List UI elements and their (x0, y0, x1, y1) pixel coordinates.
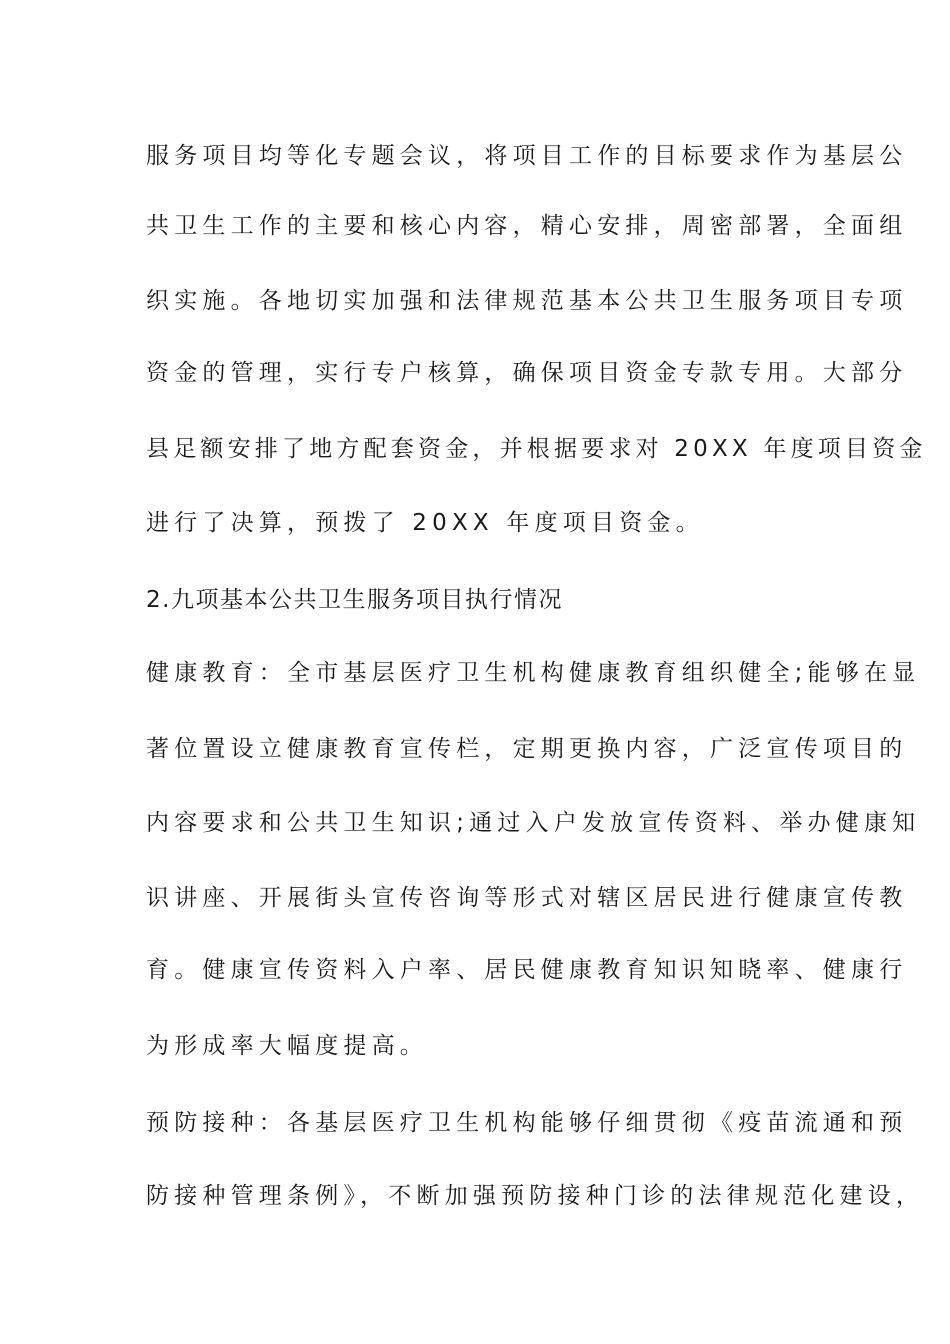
paragraph-line: 健康教育：全市基层医疗卫生机构健康教育组织健全;能够在显 (146, 660, 921, 686)
paragraph-line: 服务项目均等化专题会议，将项目工作的目标要求作为基层公 (146, 143, 908, 169)
section-heading: 2.九项基本公共卫生服务项目执行情况 (146, 587, 563, 613)
paragraph-line: 共卫生工作的主要和核心内容，精心安排，周密部署，全面组 (146, 213, 908, 239)
paragraph-line: 防接种管理条例》，不断加强预防接种门诊的法律规范化建设， (146, 1183, 925, 1209)
paragraph-line: 识讲座、开展街头宣传咨询等形式对辖区居民进行健康宣传教 (146, 885, 908, 911)
paragraph-line: 为形成率大幅度提高。 (146, 1033, 428, 1059)
paragraph-line: 进行了决算，预拨了 20XX 年度项目资金。 (146, 510, 704, 536)
paragraph-line: 县足额安排了地方配套资金，并根据要求对 20XX 年度项目资金 (146, 436, 927, 462)
paragraph-line: 织实施。各地切实加强和法律规范基本公共卫生服务项目专项 (146, 288, 908, 314)
paragraph-line: 内容要求和公共卫生知识;通过入户发放宣传资料、举办健康知 (146, 810, 921, 836)
paragraph-line: 资金的管理，实行专户核算，确保项目资金专款专用。大部分 (146, 360, 908, 386)
paragraph-line: 预防接种：各基层医疗卫生机构能够仔细贯彻《疫苗流通和预 (146, 1110, 908, 1136)
paragraph-line: 育。健康宣传资料入户率、居民健康教育知识知晓率、健康行 (146, 957, 908, 983)
paragraph-line: 著位置设立健康教育宣传栏，定期更换内容，广泛宣传项目的 (146, 736, 908, 762)
